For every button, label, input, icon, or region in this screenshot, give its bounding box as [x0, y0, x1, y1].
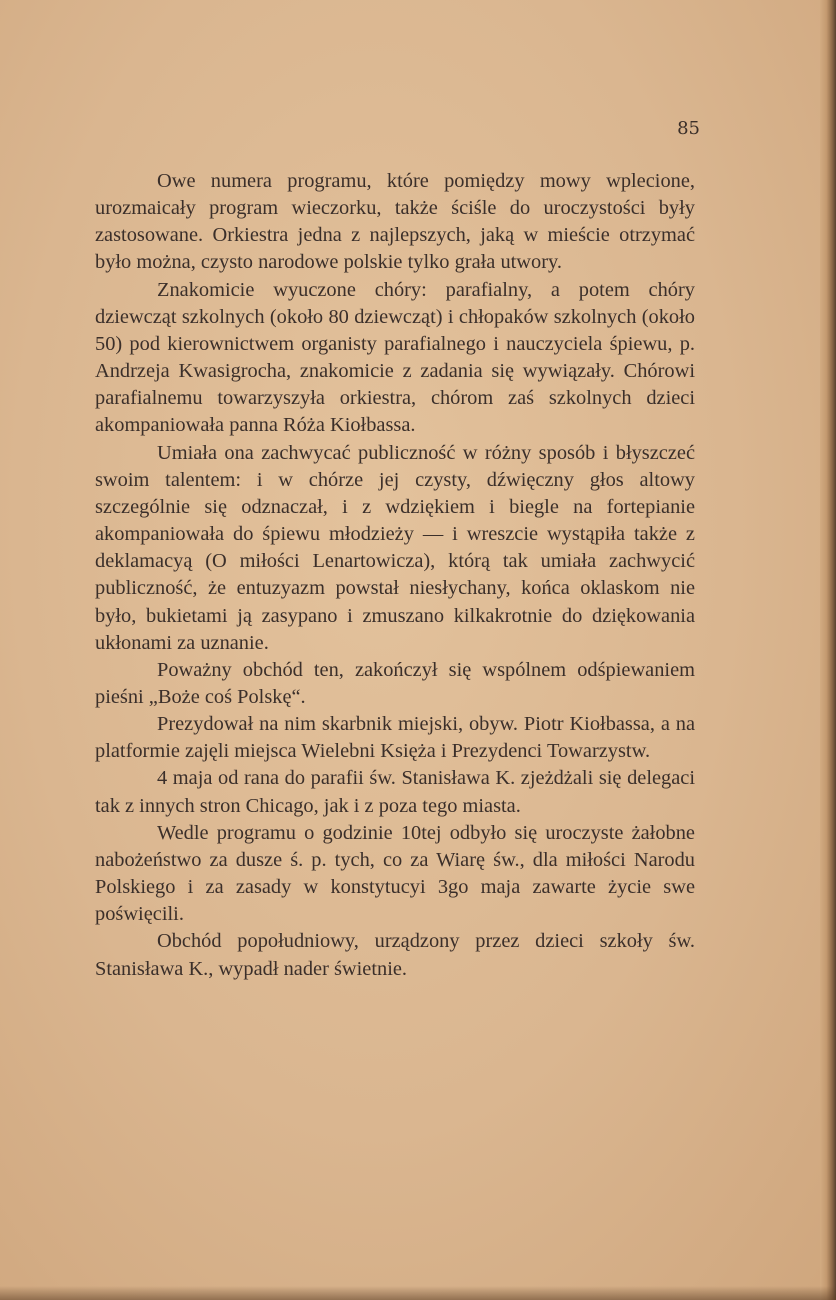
paragraph: Obchód popołudniowy, urządzony przez dzieci szkoły św. Stanisława K., wypadł nader świetnie.: [95, 930, 695, 980]
paragraph: 4 maja od rana do parafii św. Stanisława K. zjeżdżali się delegaci tak z innych stron Chicago, jak i z poza tego miasta.: [95, 767, 695, 817]
paragraph: Znakomicie wyuczone chóry: parafialny, a potem chóry dziewcząt szkolnych (około 80 dziewcząt) i chłopaków szkolnych (około 50) pod kierownictwem organisty parafialnego i nauczyciela śpiewu, p. Andrzeja Kwasigrocha, znakomicie z zadania się wywiązały. Chórowi parafialnemu towarzyszyła orkiestra, chórom zaś szkolnych dzieci akompaniowała panna Róża Kiołbassa.: [95, 278, 695, 437]
page-number: 85: [677, 118, 700, 139]
body-text: [95, 168, 695, 983]
paragraph: Prezydował na nim skarbnik miejski, obyw. Piotr Kiołbassa, a na platformie zajęli miejsca Wielebni Księża i Prezydenci Towarzystw.: [95, 713, 695, 763]
paragraph: Poważny obchód ten, zakończył się wspólnem odśpiewaniem pieśni „Boże coś Polskę“.: [95, 658, 695, 708]
paragraph: Owe numera programu, które pomiędzy mowy wplecione, urozmaicały program wieczorku, także ściśle do uroczystości były zastosowane. Orkiestra jedna z najlepszych, jaką w mieście otrzymać było można, czysto narodowe polskie tylko grała utwory.: [95, 170, 695, 274]
paragraph: Wedle programu o godzinie 10tej odbyło się uroczyste żałobne nabożeństwo za dusze ś. p. tych, co za Wiarę św., dla miłości Narodu Polskiego i za zasady w konstytucyi 3go maja zawarte życie swe poświęcili.: [95, 821, 695, 926]
paragraph: Umiała ona zachwycać publiczność w różny sposób i błyszczeć swoim talentem: i w chórze jej czysty, dźwięczny głos altowy szczególnie się odznaczał, i z wdziękiem i biegle na fortepianie akompaniowała do śpiewu młodzieży — i wreszcie wystąpiła także z deklamacyą (O miłości Lenartowicza), którą tak umiała zachwycić publiczność, że entuzyazm powstał niesłychany, końca oklaskom nie było, bukietami ją zasypano i zmuszano kilkakrotnie do dziękowania ukłonami za uznanie.: [95, 441, 695, 654]
page-edge: [820, 0, 836, 1300]
page-bottom-shadow: [0, 1286, 836, 1300]
